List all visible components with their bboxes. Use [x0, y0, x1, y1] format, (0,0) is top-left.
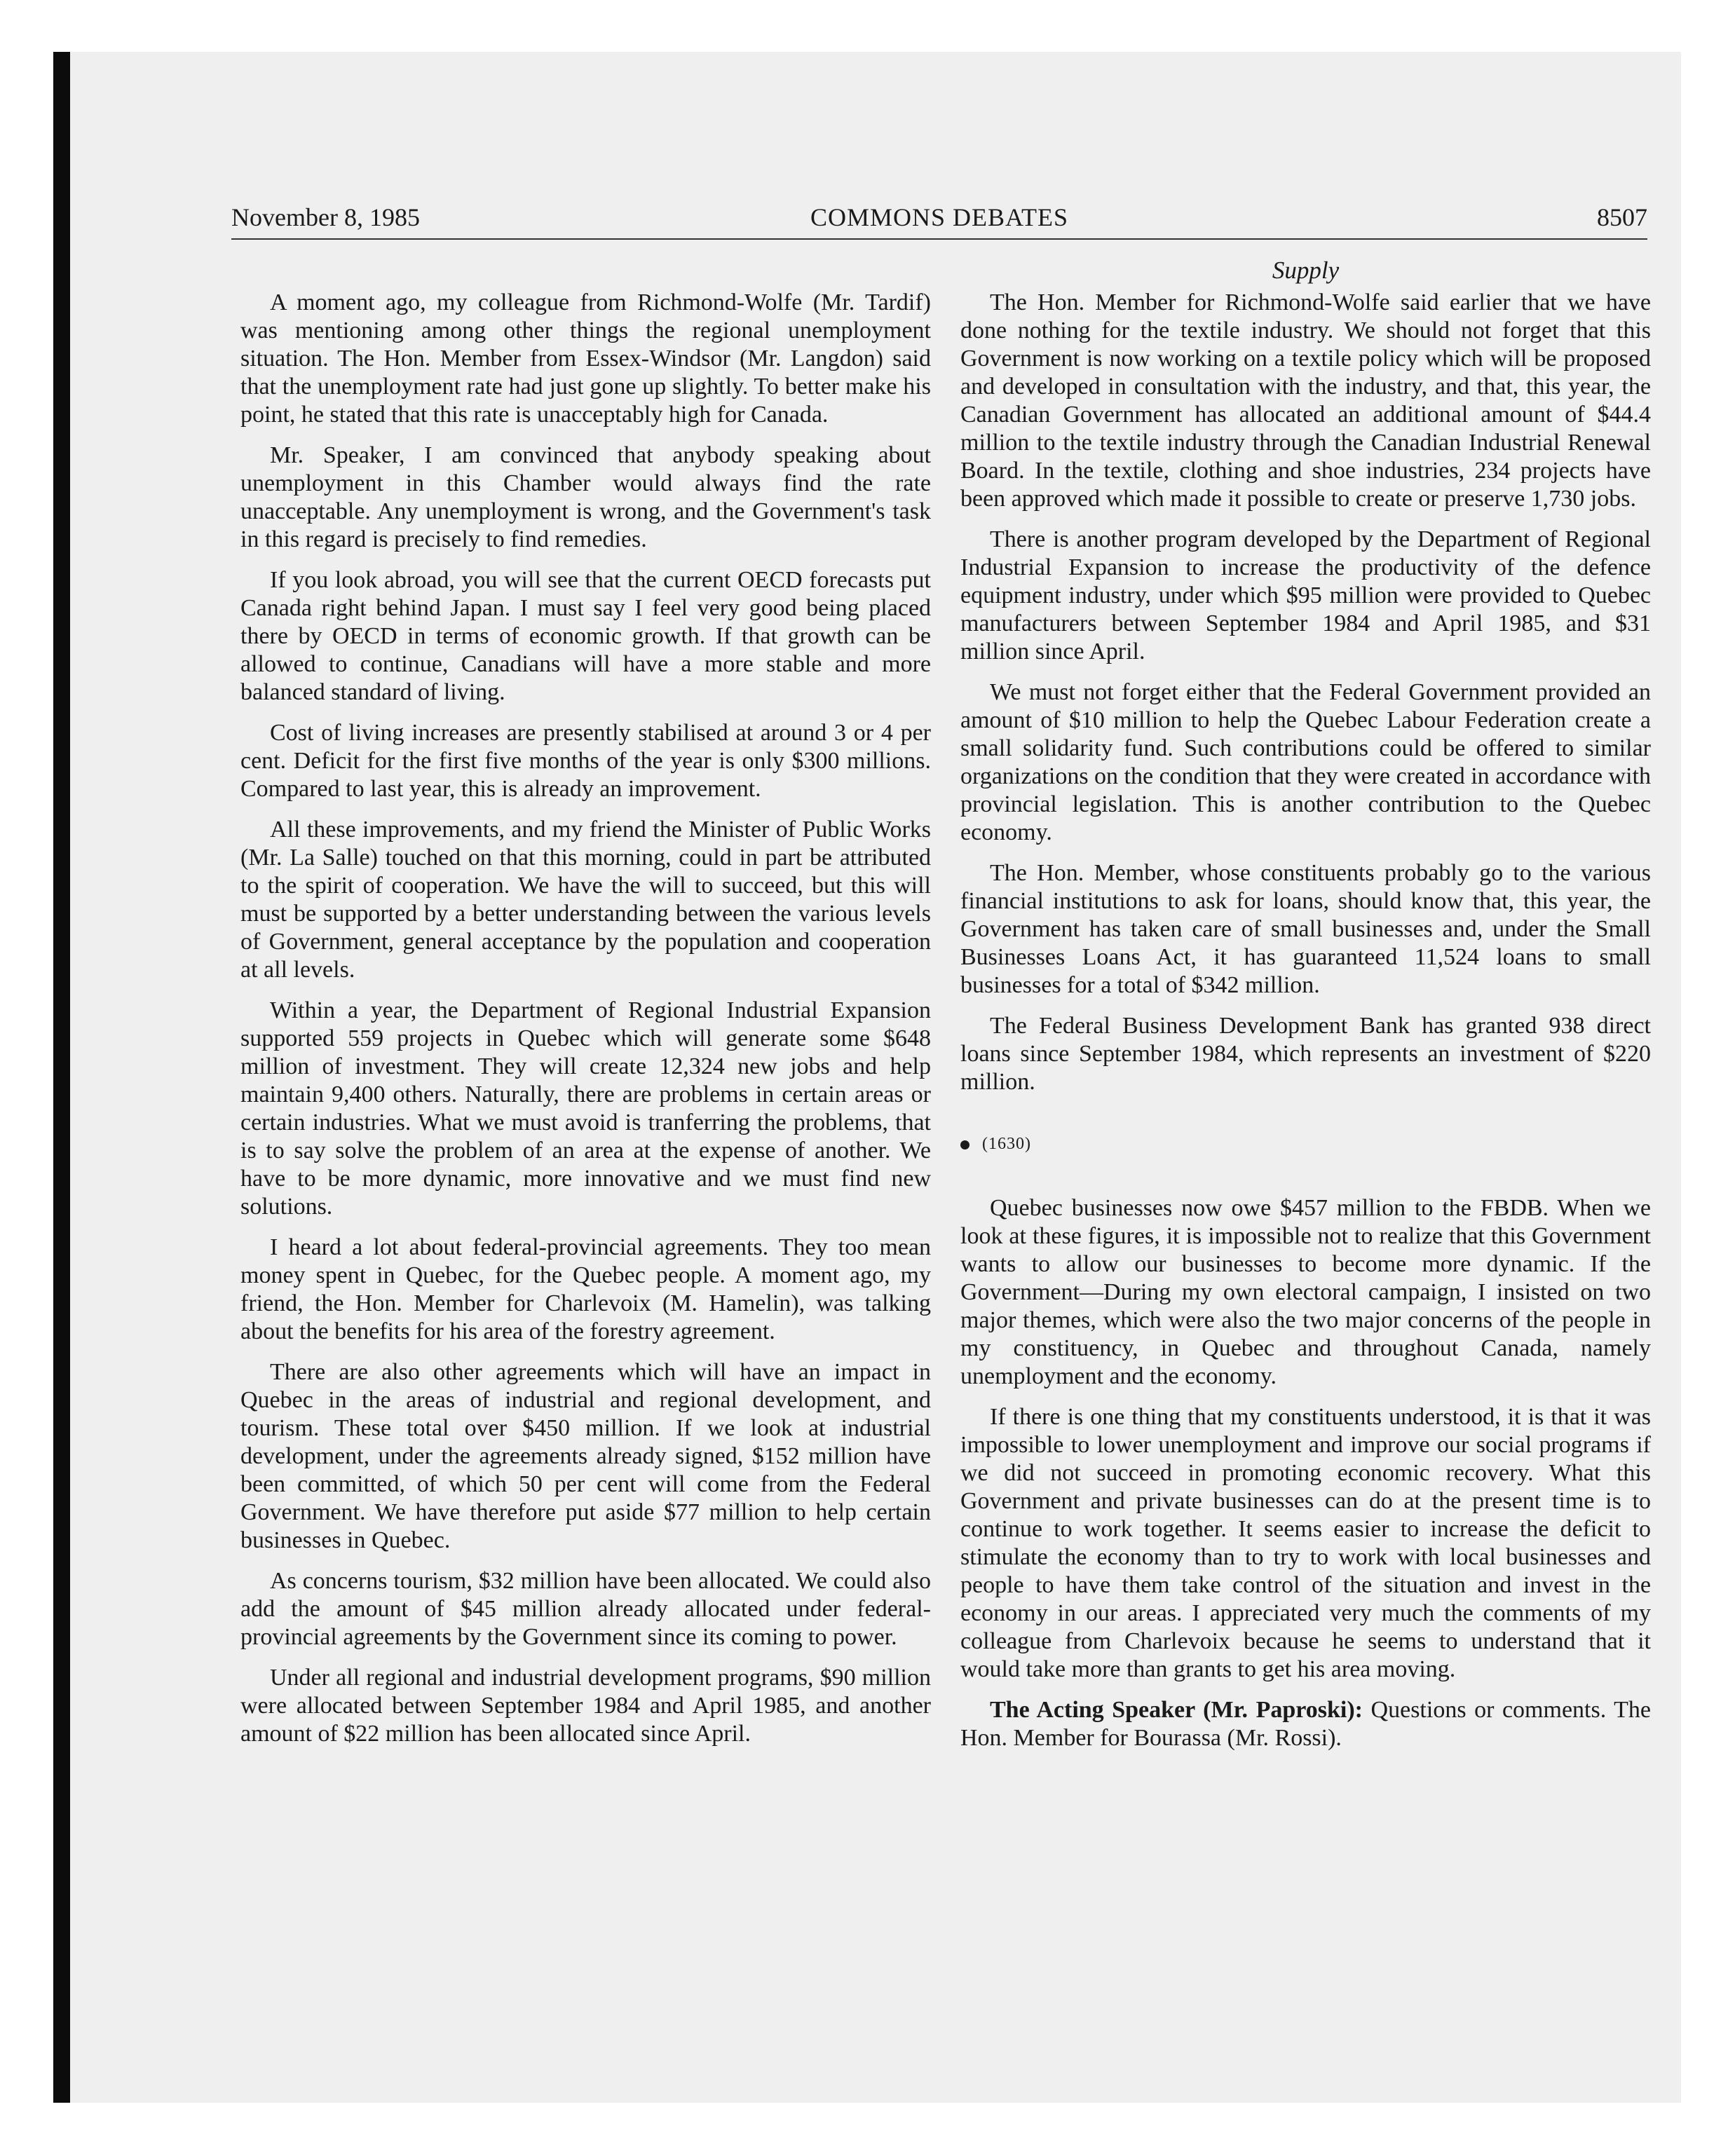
page-header — [231, 203, 1647, 240]
paragraph: We must not forget either that the Federal Government provided an amount of $10 million to help the Quebec Labour Federation create a small solidarity fund. Such contributions could be offered to similar organizations on the condition that they were created in accordance with provincial legislation. This is another contribution to the Quebec economy. — [960, 679, 1651, 845]
speaker-text: Questions or comments. The Hon. Member for Bourassa (Mr. Rossi). — [960, 1697, 1652, 1751]
time-marker-text: (1630) — [982, 1135, 1031, 1153]
header-date: November 8, 1985 — [231, 203, 420, 231]
paragraph: If there is one thing that my constituents understood, it is that it was impossible to lower unemployment and improve our social programs if we did not succeed in promoting economic recovery. What this Government and private businesses can do at the present time is to continue to work together. It seems easier to increase the deficit to stimulate the economy than to try to work with local businesses and people to have them take control of the situation and invest in the economy in our areas. I appreciated very much the comments of my colleague from Charlevoix because he seems to understand that it would take more than grants to get his area moving. — [960, 1404, 1651, 1682]
right-column — [960, 289, 1651, 1765]
time-marker — [960, 1130, 1651, 1158]
paragraph: Quebec businesses now owe $457 million to the FBDB. When we look at these figures, it is impossible not to realize that this Government wants to allow our businesses to become more dynamic. If the Government—During my own electoral campaign, I insisted on two major themes, which were also the two major concerns of the people in my constituency, in Quebec and throughout Canada, namely unemployment and the economy. — [960, 1195, 1651, 1389]
speaker-name: The Acting Speaker (Mr. Paproski): — [990, 1697, 1363, 1723]
paragraph: Cost of living increases are presently stabilised at around 3 or 4 per cent. Deficit for the first five months of the year is only $300 millions. Compared to last year, this is already an improvement. — [240, 720, 931, 802]
paragraph: Mr. Speaker, I am convinced that anybody speaking about unemployment in this Chamber would always find the rate unacceptable. Any unemployment is wrong, and the Government's task in this regard is precisely to find remedies. — [240, 442, 931, 552]
left-column — [240, 289, 931, 1761]
header-page-number: 8507 — [1597, 203, 1647, 231]
paragraph: All these improvements, and my friend the Minister of Public Works (Mr. La Salle) touched on that this morning, could in part be attributed to the spirit of cooperation. We have the will to succeed, but this will must be supported by a better understanding between the various levels of Government, general acceptance by the population and cooperation at all levels. — [240, 817, 931, 983]
paragraph: The Hon. Member for Richmond-Wolfe said earlier that we have done nothing for the textile industry. We should not forget that this Government is now working on a textile policy which will be proposed and developed in consultation with the industry, and that, this year, the Canadian Government has allocated an additional amount of $44.4 million to the textile industry through the Canadian Industrial Renewal Board. In the textile, clothing and shoe industries, 234 projects have been approved which made it possible to create or preserve 1,730 jobs. — [960, 289, 1651, 512]
paragraph: As concerns tourism, $32 million have been allocated. We could also add the amount of $45 million already allocated under federal-provincial agreements by the Government since its coming to power. — [240, 1568, 931, 1650]
paragraph: A moment ago, my colleague from Richmond-Wolfe (Mr. Tardif) was mentioning among other things the regional unemployment situation. The Hon. Member from Essex-Windsor (Mr. Langdon) said that the unemployment rate had just gone up slightly. To better make his point, he stated that this rate is unacceptably high for Canada. — [240, 289, 931, 428]
paragraph: There is another program developed by the Department of Regional Industrial Expansion to increase the productivity of the defence equipment industry, under which $95 million were provided to Quebec manufacturers between September 1984 and April 1985, and $31 million since April. — [960, 526, 1651, 664]
closing-paragraph — [960, 1696, 1651, 1752]
paragraph: Under all regional and industrial development programs, $90 million were allocated between September 1984 and April 1985, and another amount of $22 million has been allocated since April. — [240, 1665, 931, 1747]
scanned-page — [53, 52, 1681, 2103]
bullet-icon — [960, 1140, 969, 1149]
section-title: Supply — [1272, 257, 1340, 284]
paragraph: The Federal Business Development Bank has granted 938 direct loans since September 1984, which represents an investment of $220 million. — [960, 1013, 1651, 1095]
paragraph: The Hon. Member, whose constituents probably go to the various financial institutions to ask for loans, should know that, this year, the Government has taken care of small businesses and, under the Small Businesses Loans Act, it has guaranteed 11,524 loans to small businesses for a total of $342 million. — [960, 860, 1651, 998]
paragraph: I heard a lot about federal-provincial agreements. They too mean money spent in Quebec, for the Quebec people. A moment ago, my friend, the Hon. Member for Charlevoix (M. Hamelin), was talking about the benefits for his area of the forestry agreement. — [240, 1234, 931, 1344]
paragraph: Within a year, the Department of Regional Industrial Expansion supported 559 projects in Quebec which will generate some $648 million of investment. They will create 12,324 new jobs and help maintain 9,400 others. Naturally, there are problems in certain areas or certain industries. What we must avoid is tranferring the problems, that is to say solve the problem of an area at the expense of another. We have to be more dynamic, more innovative and we must find new solutions. — [240, 997, 931, 1220]
paragraph: If you look abroad, you will see that the current OECD forecasts put Canada right behind Japan. I must say I feel very good being placed there by OECD in terms of economic growth. If that growth can be allowed to continue, Canadians will have a more stable and more balanced standard of living. — [240, 567, 931, 705]
paragraph: There are also other agreements which will have an impact in Quebec in the areas of industrial and regional development, and tourism. These total over $450 million. If we look at industrial development, under the agreements already signed, $152 million have been committed, of which 50 per cent will come from the Federal Government. We have therefore put aside $77 million to help certain businesses in Quebec. — [240, 1359, 931, 1553]
header-journal-title: COMMONS DEBATES — [810, 203, 1069, 231]
